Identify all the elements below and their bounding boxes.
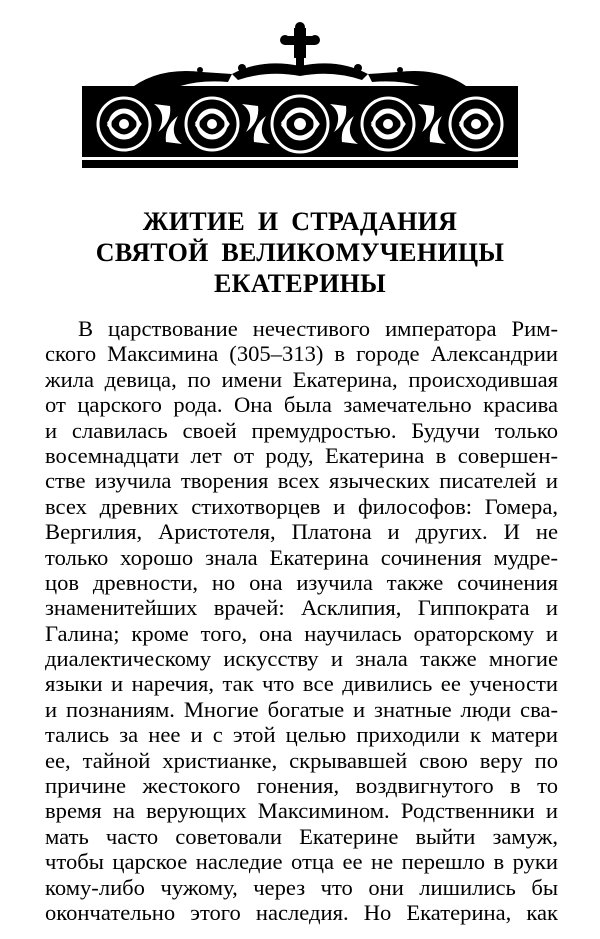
text-line: и познаниям. Многие богатые и знатные люди сва- [45,696,558,722]
text-line: цов древности, но она изучила также сочинения [45,569,558,595]
text-line: и славилась своей премудростью. Будучи только [45,417,558,443]
text-line: Галина; кроме того, она научилась ораторскому и [45,620,558,646]
text-line: В царствование нечестивого императора Рим- [78,316,558,341]
text-line: знаменитейших врачей: Асклипия, Гиппократа и [45,595,558,621]
text-line: диалектическому искусству и знала также многие [45,646,558,672]
page-title [0,206,600,299]
text-line: окончательно этого наследия. Но Екатерина, как [45,899,558,925]
title-line: ЕКАТЕРИНЫ [214,269,386,298]
text-line: мать часто советовали Екатерине выйти замуж, [45,823,558,849]
text-line: жила девица, по имени Екатерина, происходившая [45,366,558,392]
text-line: тались за нее и с этой целью приходили к матери [45,722,558,748]
text-line: ее, тайной христианке, скрывавшей свою веру по [45,747,558,773]
ornamental-headpiece [82,14,518,170]
text-line: восемнадцати лет от роду, Екатерина в совершен- [45,442,558,468]
body-paragraph [45,316,558,925]
text-line: от царского рода. Она была замечательно красива [45,392,558,418]
text-line: ского Максимина (305–313) в городе Александрии [45,341,558,367]
text-line: всех древних стихотворцев и философов: Гомера, [45,493,558,519]
text-line: чтобы царское наследие отца ее не перешло в руки [45,849,558,875]
text-line: только хорошо знала Екатерина сочинения мудре- [45,544,558,570]
text-line: время на верующих Максимином. Родственники и [45,798,558,824]
text-line: причине жестокого гонения, воздвигнутого в то [45,773,558,799]
cross-icon [280,22,320,66]
ornament-bottom-rule [82,160,518,168]
title-line: ЖИТИЕ И СТРАДАНИЯ [142,207,458,236]
text-line: стве изучила творения всех языческих писателей и [45,468,558,494]
text-line: языки и наречия, так что все дивились ее учености [45,671,558,697]
text-line: Вергилия, Аристотеля, Платона и других. И не [45,519,558,545]
text-line: кому-либо чужому, через что они лишились бы [45,874,558,900]
title-line: СВЯТОЙ ВЕЛИКОМУЧЕНИЦЫ [95,238,505,267]
